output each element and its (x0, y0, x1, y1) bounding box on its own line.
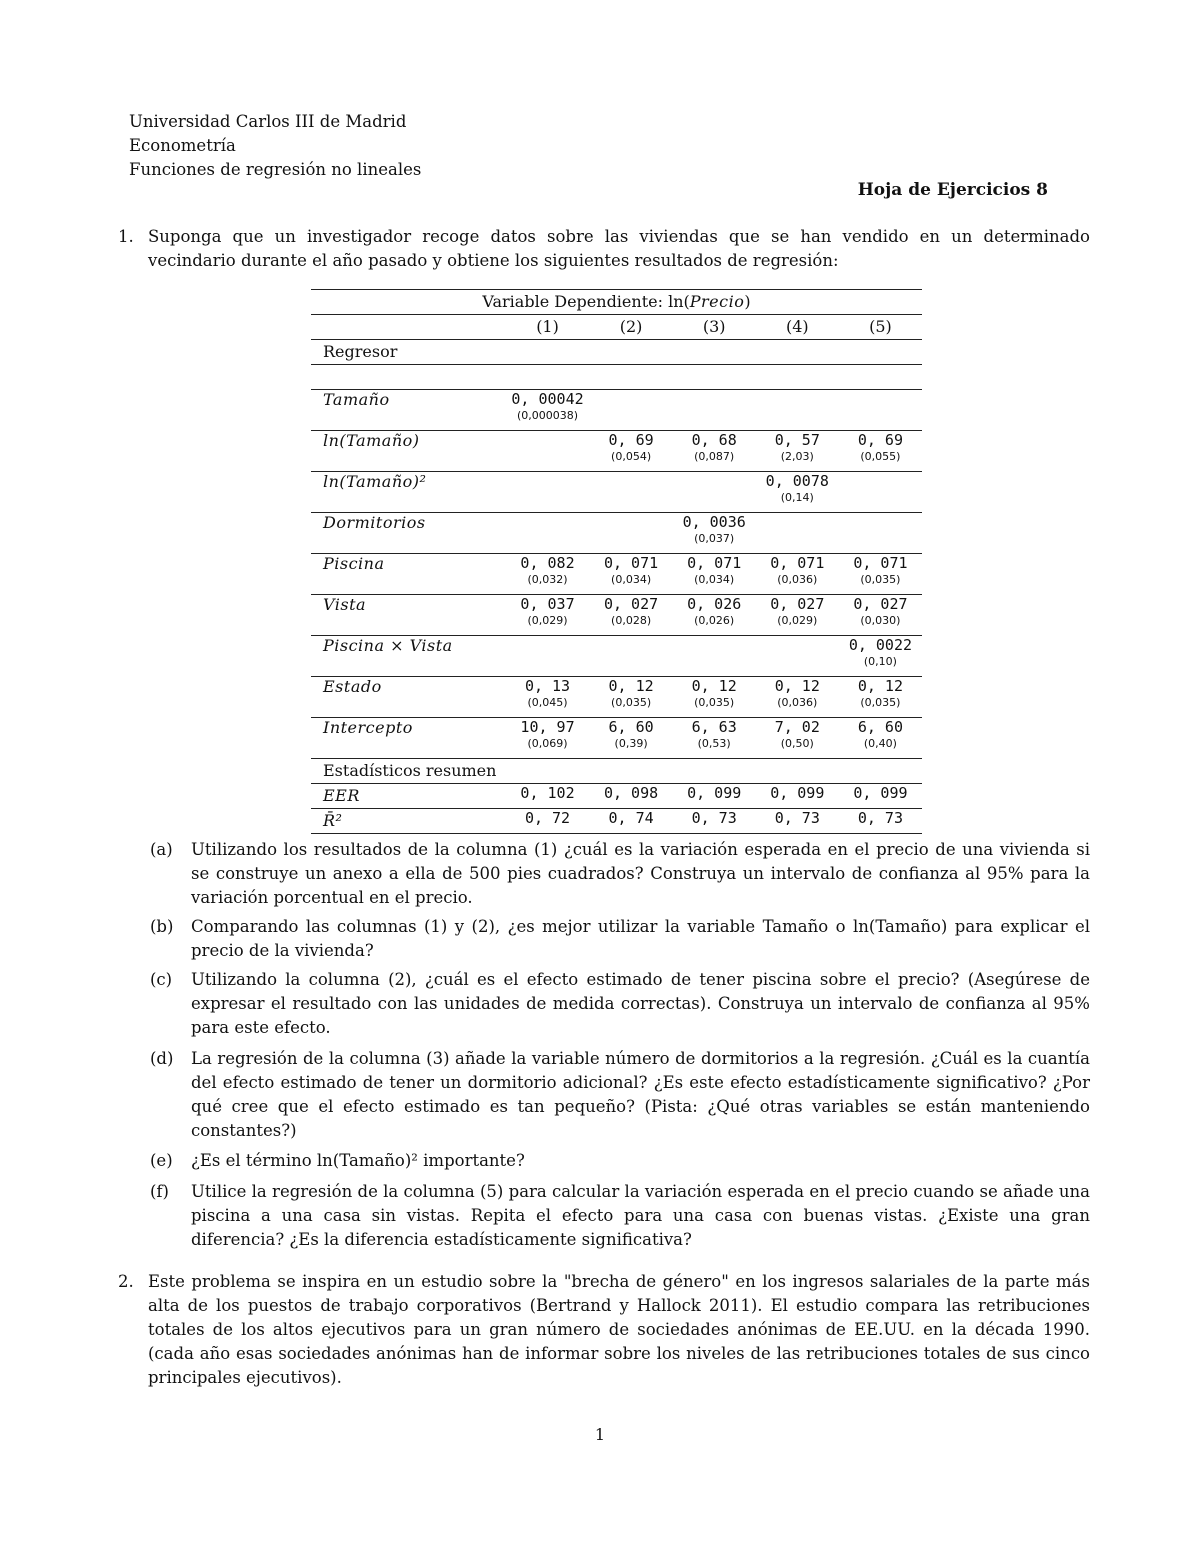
regressor-label: Regresor (311, 340, 922, 365)
regressor-name: Piscina (311, 554, 506, 595)
subquestion-text: ¿Es el término ln(Tamaño)² importante? (191, 1151, 525, 1170)
table-row (311, 513, 922, 554)
standard-error: (0,029) (777, 614, 818, 627)
subquestion-text: Comparando las columnas (1) y (2), ¿es mejor utilizar la variable Tamaño o ln(Tamaño) para explicar el precio de la vivienda? (191, 917, 1090, 960)
standard-error: (0,50) (780, 737, 814, 750)
column-header: (1) (506, 315, 590, 340)
subquestion-text: Utilizando la columna (2), ¿cuál es el efecto estimado de tener piscina sobre el precio? (Asegúrese de expresar el resultado con las unidades de medida correctas). Construya un intervalo de confianza al 95% para este efecto. (191, 970, 1090, 1037)
table-cell (756, 636, 839, 677)
standard-error: (0,087) (694, 450, 735, 463)
standard-error: (0,036) (777, 696, 818, 709)
table-cell (673, 472, 756, 513)
column-header: (4) (756, 315, 839, 340)
table-cell (590, 595, 673, 636)
coefficient-value: 0, 027 (853, 595, 908, 613)
topic-name: Funciones de regresión no lineales (129, 160, 422, 179)
statistic-number: 0, 102 (520, 784, 575, 802)
statistic-value (590, 809, 673, 834)
table-cell (839, 636, 922, 677)
standard-error: (0,036) (777, 573, 818, 586)
standard-error: (0,035) (694, 696, 735, 709)
table-cell (506, 718, 590, 759)
subquestion (150, 915, 1090, 963)
column-header: (5) (839, 315, 922, 340)
coefficient-value: 0, 027 (770, 595, 825, 613)
table-cell (673, 431, 756, 472)
coefficient-rows (311, 390, 922, 759)
subquestion-letter: (f) (150, 1182, 169, 1201)
statistic-number: 0, 73 (691, 809, 737, 827)
statistic-value (506, 784, 590, 809)
regressor-name: Estado (311, 677, 506, 718)
subquestion-letter: (e) (150, 1151, 173, 1170)
regressor-name: Intercepto (311, 718, 506, 759)
standard-error: (0,034) (694, 573, 735, 586)
table-cell (590, 472, 673, 513)
coefficient-value: 0, 12 (691, 677, 737, 695)
table-cell (839, 513, 922, 554)
table-cell (590, 677, 673, 718)
table-cell (506, 636, 590, 677)
standard-error: (0,026) (694, 614, 735, 627)
subquestion (150, 1047, 1090, 1143)
table-cell (673, 636, 756, 677)
table-cell (673, 554, 756, 595)
table-cell (590, 390, 673, 431)
subquestion-text: Utilice la regresión de la columna (5) para calcular la variación esperada en el precio cuando se añade una piscina a una casa sin vistas. Repita el efecto para una casa con buenas vistas. ¿Existe una gran diferencia? ¿Es la diferencia estadísticamente significativa? (191, 1182, 1090, 1249)
statistic-value (756, 809, 839, 834)
table-cell (590, 636, 673, 677)
coefficient-value: 0, 0078 (765, 472, 829, 490)
spacer-row (311, 365, 922, 390)
subquestion-letter: (a) (150, 840, 173, 859)
statistic-number: 0, 73 (857, 809, 903, 827)
coefficient-value: 6, 60 (857, 718, 903, 736)
table-cell (756, 718, 839, 759)
table-cell (839, 677, 922, 718)
standard-error: (0,028) (611, 614, 652, 627)
standard-error: (2,03) (780, 450, 814, 463)
coefficient-value: 0, 68 (691, 431, 737, 449)
regressor-name: Tamaño (311, 390, 506, 431)
summary-label: Estadísticos resumen (311, 759, 922, 784)
table-cell (839, 595, 922, 636)
table-cell (756, 595, 839, 636)
university-name: Universidad Carlos III de Madrid (129, 112, 407, 131)
standard-error: (0,045) (527, 696, 568, 709)
subquestion (150, 1180, 1090, 1252)
coefficient-value: 0, 13 (524, 677, 571, 695)
table-row (311, 636, 922, 677)
table-cell (590, 513, 673, 554)
coefficient-value: 0, 57 (774, 431, 820, 449)
statistic-number: 0, 73 (774, 809, 820, 827)
coefficient-value: 0, 026 (687, 595, 742, 613)
summary-row (311, 809, 922, 834)
subquestion-text: La regresión de la columna (3) añade la variable número de dormitorios a la regresión. ¿Cuál es la cuantía del efecto estimado de tener un dormitorio adicional? ¿Es este efecto estadísticamente significativo? ¿Por qué cree que el efecto estimado es tan pequeño? (Pista: ¿Qué otras variables se están manteniendo constantes?) (191, 1049, 1090, 1140)
table-cell (756, 554, 839, 595)
column-header: (3) (673, 315, 756, 340)
table-cell (839, 554, 922, 595)
standard-error: (0,034) (611, 573, 652, 586)
dependent-variable-header (311, 290, 922, 315)
coefficient-value: 0, 0022 (848, 636, 913, 654)
regressor-name: Dormitorios (311, 513, 506, 554)
statistic-value (506, 809, 590, 834)
table-cell (506, 390, 590, 431)
statistic-value (839, 784, 922, 809)
table-cell (506, 513, 590, 554)
table-cell (590, 554, 673, 595)
regressor-name: Piscina × Vista (311, 636, 506, 677)
subquestion (150, 838, 1090, 910)
coefficient-value: 0, 69 (608, 431, 654, 449)
table-row (311, 595, 922, 636)
table-cell (673, 390, 756, 431)
subquestion (150, 968, 1090, 1040)
table-cell (590, 431, 673, 472)
page-number: 1 (594, 1425, 606, 1444)
coefficient-value: 0, 12 (774, 677, 820, 695)
coefficient-value: 0, 12 (857, 677, 903, 695)
problem-2 (118, 1270, 1090, 1390)
coefficient-value: 0, 071 (687, 554, 742, 572)
standard-error: (0,029) (527, 614, 568, 627)
document-header (129, 110, 421, 182)
subquestion-letter: (b) (150, 917, 174, 936)
table-cell (673, 718, 756, 759)
standard-error: (0,035) (860, 573, 901, 586)
table-row (311, 677, 922, 718)
table-cell (839, 718, 922, 759)
table-cell (756, 472, 839, 513)
table-cell (506, 431, 590, 472)
table-row (311, 431, 922, 472)
statistic-name: EER (311, 784, 506, 809)
table-cell (756, 513, 839, 554)
coefficient-value: 6, 63 (691, 718, 737, 736)
regression-table (311, 289, 922, 834)
table-cell (756, 390, 839, 431)
statistic-value (756, 784, 839, 809)
coefficient-value: 0, 00042 (511, 390, 584, 408)
table-cell (506, 554, 590, 595)
table-cell (839, 472, 922, 513)
regressor-name: Vista (311, 595, 506, 636)
table-row (311, 472, 922, 513)
standard-error: (0,035) (611, 696, 652, 709)
table-row (311, 554, 922, 595)
coefficient-value: 0, 071 (770, 554, 825, 572)
coefficient-value: 0, 037 (520, 595, 575, 613)
table-row (311, 390, 922, 431)
standard-error: (0,40) (863, 737, 897, 750)
regressor-name: ln(Tamaño) (311, 431, 506, 472)
summary-row (311, 784, 922, 809)
statistic-value (590, 784, 673, 809)
standard-error: (0,069) (527, 737, 568, 750)
table-cell (506, 677, 590, 718)
subquestion-text: Utilizando los resultados de la columna (1) ¿cuál es la variación esperada en el precio de una vivienda si se construye un anexo a ella de 500 pies cuadrados? Construya un intervalo de confianza al 95% para la variación porcentual en el precio. (191, 840, 1090, 907)
standard-error: (0,030) (860, 614, 901, 627)
standard-error: (0,037) (694, 532, 735, 545)
standard-error: (0,39) (614, 737, 648, 750)
statistic-value (673, 784, 756, 809)
table-cell (673, 595, 756, 636)
coefficient-value: 0, 071 (853, 554, 908, 572)
table-cell (673, 677, 756, 718)
standard-error: (0,14) (780, 491, 814, 504)
coefficient-value: 0, 12 (608, 677, 654, 695)
coefficient-value: 7, 02 (774, 718, 820, 736)
standard-error: (0,035) (860, 696, 901, 709)
coefficient-value: 0, 071 (603, 554, 659, 572)
standard-error: (0,054) (611, 450, 652, 463)
statistic-number: 0, 099 (770, 784, 825, 802)
course-name: Econometría (129, 136, 236, 155)
problem-text: Suponga que un investigador recoge datos sobre las viviendas que se han vendido en un determinado vecindario durante el año pasado y obtiene los siguientes resultados de regresión: (148, 227, 1090, 270)
regressor-name: ln(Tamaño)² (311, 472, 506, 513)
statistic-number: 0, 099 (853, 784, 908, 802)
table-cell (839, 431, 922, 472)
coefficient-value: 0, 0036 (682, 513, 746, 531)
dep-var-suffix: ) (744, 292, 751, 311)
coefficient-value: 0, 027 (603, 595, 659, 613)
table-cell (506, 472, 590, 513)
standard-error: (0,000038) (516, 409, 579, 422)
statistic-number: 0, 098 (603, 784, 659, 802)
table-cell (756, 431, 839, 472)
statistic-name: R̄² (311, 809, 506, 834)
table-cell (756, 677, 839, 718)
standard-error: (0,055) (860, 450, 901, 463)
standard-error: (0,53) (697, 737, 731, 750)
problem-number: 1. (118, 227, 134, 246)
column-header: (2) (590, 315, 673, 340)
summary-rows (311, 784, 922, 834)
coefficient-value: 6, 60 (608, 718, 654, 736)
dep-var-prefix: Variable Dependiente: ln( (482, 292, 690, 311)
subquestion (150, 1149, 1090, 1173)
coefficient-value: 0, 69 (857, 431, 903, 449)
problem-1 (118, 225, 1090, 273)
table-row (311, 718, 922, 759)
problem-text: Este problema se inspira en un estudio sobre la "brecha de género" en los ingresos salariales de la parte más alta de los puestos de trabajo corporativos (Bertrand y Hallock 2011). El estudio compara las retribuciones totales de los altos ejecutivos para un gran número de sociedades anónimas de EE.UU. en la década 1990. (cada año esas sociedades anónimas han de informar sobre los niveles de las retribuciones totales de sus cinco principales ejecutivos). (148, 1272, 1090, 1387)
standard-error: (0,032) (527, 573, 568, 586)
coefficient-value: 0, 082 (520, 554, 575, 572)
standard-error: (0,10) (863, 655, 897, 668)
coefficient-value: 10, 97 (520, 718, 575, 736)
table-cell (506, 595, 590, 636)
subquestion-letter: (c) (150, 970, 173, 989)
dep-var-name: Precio (689, 292, 745, 311)
statistic-value (839, 809, 922, 834)
table-cell (839, 390, 922, 431)
table-cell (590, 718, 673, 759)
statistic-number: 0, 72 (524, 809, 571, 827)
sheet-title: Hoja de Ejercicios 8 (857, 180, 1048, 200)
statistic-number: 0, 74 (608, 809, 654, 827)
statistic-number: 0, 099 (687, 784, 742, 802)
statistic-value (673, 809, 756, 834)
subquestion-letter: (d) (150, 1049, 174, 1068)
problem-number: 2. (118, 1272, 134, 1291)
table-cell (673, 513, 756, 554)
